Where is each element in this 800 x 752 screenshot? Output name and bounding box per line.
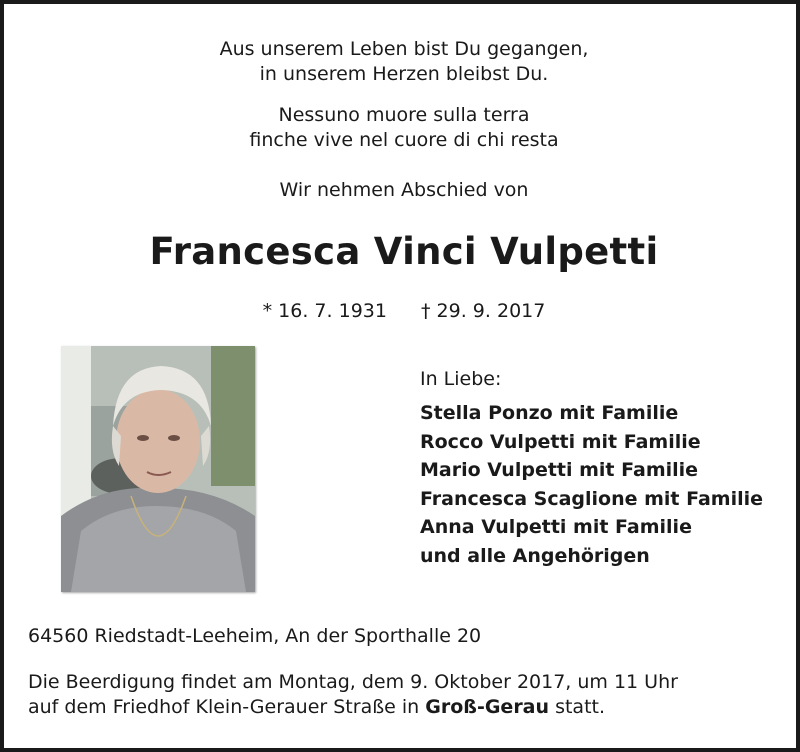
mourner-item: und alle Angehörigen bbox=[420, 544, 650, 567]
life-dates bbox=[4, 300, 800, 322]
funeral-line-2-end: statt. bbox=[549, 696, 606, 718]
mourners-list bbox=[420, 368, 763, 570]
portrait-photo bbox=[61, 346, 255, 592]
funeral-line-1: Die Beerdigung findet am Montag, dem 9. Oktober 2017, um 11 Uhr bbox=[28, 671, 678, 693]
birth-date: * 16. 7. 1931 bbox=[262, 300, 387, 322]
verse-italian-line-2: finche vive nel cuore di chi resta bbox=[249, 129, 559, 151]
funeral-place: Groß-Gerau bbox=[425, 696, 550, 718]
verse-italian-line-1: Nessuno muore sulla terra bbox=[278, 104, 530, 126]
verse-german bbox=[4, 37, 800, 87]
mourner-item: Stella Ponzo mit Familie bbox=[420, 402, 679, 424]
funeral-info bbox=[28, 670, 678, 720]
verse-german-line-1: Aus unserem Leben bist Du gegangen, bbox=[219, 38, 589, 60]
address-text: 64560 Riedstadt-Leeheim, An der Sporthalle 20 bbox=[28, 625, 482, 647]
verse-german-line-2: in unserem Herzen bleibst Du. bbox=[259, 63, 549, 85]
death-date: † 29. 9. 2017 bbox=[421, 300, 546, 322]
mourners-heading: In Liebe: bbox=[420, 368, 502, 390]
mourner-item: Rocco Vulpetti mit Familie bbox=[420, 430, 701, 453]
verse-italian bbox=[4, 103, 800, 153]
funeral-line-2-start: auf dem Friedhof Klein-Gerauer Straße in bbox=[28, 696, 426, 718]
farewell-text: Wir nehmen Abschied von bbox=[279, 179, 529, 201]
mourner-item: Francesca Scaglione mit Familie bbox=[420, 487, 764, 510]
funeral-line-2 bbox=[28, 695, 678, 720]
deceased-name: Francesca Vinci Vulpetti bbox=[149, 230, 659, 273]
mourner-item: Mario Vulpetti mit Familie bbox=[420, 459, 699, 481]
mourner-item: Anna Vulpetti mit Familie bbox=[420, 516, 692, 538]
